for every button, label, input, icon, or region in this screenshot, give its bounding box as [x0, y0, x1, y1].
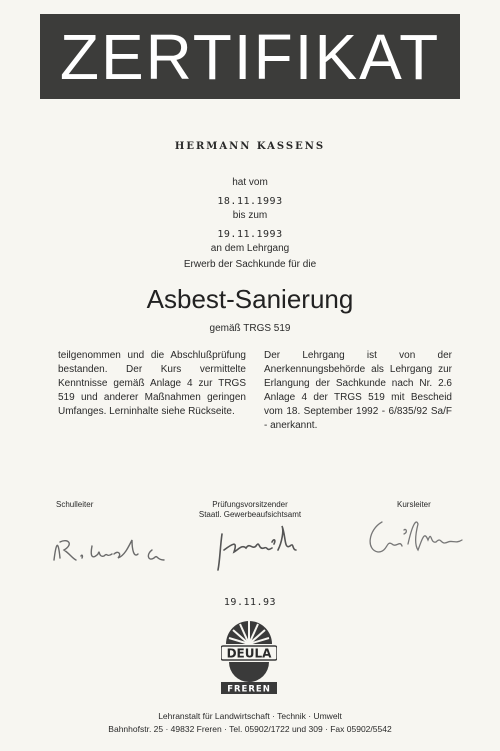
recipient-name: HERMANN KASSENS: [174, 141, 326, 152]
date-to: 19.11.1993: [217, 229, 283, 240]
footer-line-2: Bahnhofstr. 25 · 49832 Freren · Tel. 05902/1722 und 309 · Fax 05902/5542: [108, 724, 392, 734]
pruefungsvorsitzender-label: Prüfungsvorsitzender Staatl. Gewerbeaufsichtsamt: [198, 500, 302, 519]
logo-freren-text: FREREN: [227, 684, 271, 695]
regulation-text: gemäß TRGS 519: [209, 323, 291, 334]
kursleiter-label: Kursleiter: [397, 500, 431, 509]
right-paragraph: Der Lehrgang ist von der Anerkennungsbehörde als Lehrgang zur Erlangung der Sachkunde nach Nr. 2.6 Anlage 4 der TRGS 519 mit Bescheid vom 18. September 1992 - 6/835/92 Sa/F - anerkannt.: [264, 350, 452, 431]
logo-deula-text: DEULA: [226, 646, 272, 661]
kursleiter-signature: [362, 510, 477, 565]
sachkunde-line: Erwerb der Sachkunde für die: [183, 259, 317, 270]
lehrgang-intro: an dem Lehrgang: [210, 243, 290, 254]
hat-vom-text: hat vom: [232, 177, 268, 188]
deula-emblem-icon: [221, 620, 277, 696]
schulleiter-signature: [48, 530, 183, 575]
left-paragraph: teilgenommen und die Abschlußprüfung bestanden. Der Kurs vermittelte Kenntnisse gemäß Anlage 4 zur TRGS 519 und anderer Maßnahmen geringen Umfanges. Lerninhalte siehe Rückseite.: [58, 350, 246, 417]
course-title: Asbest-Sanierung: [146, 284, 354, 314]
title-banner: [40, 14, 460, 99]
certificate-title: ZERTIFIKAT: [59, 20, 441, 93]
footer-line-1: Lehranstalt für Landwirtschaft · Technik · Umwelt: [158, 711, 342, 721]
schulleiter-label: Schulleiter: [56, 500, 94, 509]
pruefungsvorsitzender-signature: [210, 520, 300, 575]
date-from: 18.11.1993: [217, 196, 283, 207]
issue-date: 19.11.93: [223, 597, 277, 608]
deula-logo: [221, 620, 277, 701]
bis-zum-text: bis zum: [232, 210, 268, 221]
